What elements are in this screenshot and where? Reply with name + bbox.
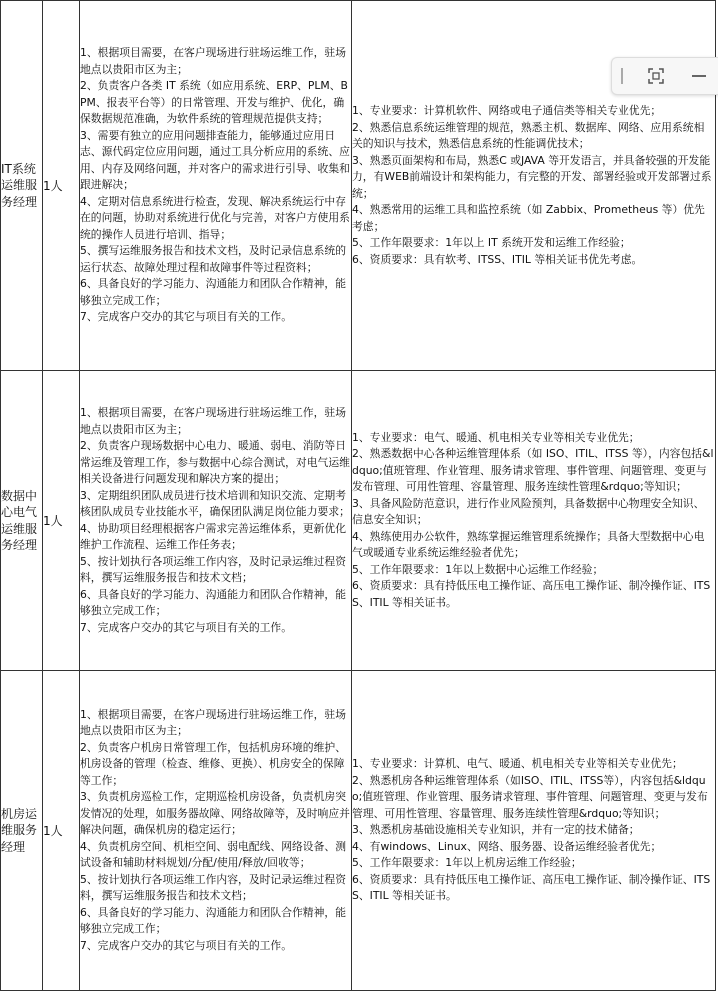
job-title: IT系统运维服务经理 — [1, 1, 43, 371]
requirement-line: 6、资质要求：具有持低压电工操作证、高压电工操作证、制冷操作证、ITSS、ITIL 等相关证书。 — [352, 579, 711, 609]
requirement-line: 4、有windows、Linux、网络、服务器、设备运维经验者优先； — [352, 839, 662, 853]
duty-line: 1、根据项目需要，在客户现场进行驻场运维工作，驻场地点以贵阳市区为主； — [80, 707, 346, 738]
headcount: 1人 — [43, 671, 80, 991]
requirement-line: 5、工作年限要求：1年以上 IT 系统开发和运维工作经验； — [352, 236, 631, 249]
requirement-line: 6、资质要求：具有持低压电工操作证、高压电工操作证、制冷操作证、ITSS、ITIL 等相关证书。 — [352, 872, 711, 903]
job-duties — [80, 371, 352, 671]
requirement-line: 2、熟悉数据中心各种运维管理体系（如 ISO、ITIL、ITSS 等），内容包括&ldquo;值班管理、作业管理、服务请求管理、事件管理、问题管理、变更与发布管理、可用性管理、容量管理、服务连续性管理&rdquo;等知识； — [352, 447, 714, 494]
requirement-line: 1、专业要求：计算机软件、网络或电子通信类等相关专业优先； — [352, 104, 662, 117]
fit-screen-icon[interactable] — [648, 68, 664, 84]
job-requirements — [352, 1, 716, 371]
requirement-line: 2、熟悉机房各种运维管理体系（如ISO、ITIL、ITSS等），内容包括&ldquo;值班管理、作业管理、服务请求管理、事件管理、问题管理、变更与发布管理、可用性管理、容量管理、服务连续性管理&rdquo;等知识； — [352, 773, 708, 820]
duty-line: 1、根据项目需要，在客户现场进行驻场运维工作，驻场地点以贵阳市区为主； — [80, 406, 346, 436]
requirement-line: 2、熟悉信息系统运维管理的规范，熟悉主机、数据库、网络、应用系统相关的知识与技术，熟悉信息系统的性能调优技术； — [352, 120, 705, 150]
job-duties — [80, 1, 352, 371]
requirement-line: 4、熟练使用办公软件，熟练掌握运维管理系统操作；具备大型数据中心电气或暖通专业系统运维经验者优先； — [352, 529, 705, 560]
requirement-line: 4、熟悉常用的运维工具和监控系统（如 Zabbix、Prometheus 等）优先考虑； — [352, 203, 705, 233]
duty-line: 3、负责机房巡检工作，定期巡检机房设备，负责机房突发情况的处理，如服务器故障、网络故障等，及时响应并解决问题，确保机房的稳定运行； — [80, 790, 350, 837]
duty-line: 2、负责客户各类 IT 系统（如应用系统、ERP、PLM、BPM、报表平台等）的日常管理、开发与维护、优化，确保数据规范准确，为软件系统的管理规范提供支持； — [80, 79, 348, 126]
duty-line: 4、协助项目经理根据客户需求完善运维体系，更新优化维护工作流程、运维工作任务表； — [80, 521, 346, 551]
drag-handle[interactable] — [621, 68, 623, 84]
job-title: 数据中心电气运维服务经理 — [1, 371, 43, 671]
requirement-line: 6、资质要求：具有软考、ITSS、ITIL 等相关证书优先考虑。 — [352, 252, 643, 266]
duty-line: 5、按计划执行各项运维工作内容，及时记录运维过程资料，撰写运维服务报告和技术文档； — [80, 872, 346, 903]
duty-line: 1、根据项目需要，在客户现场进行驻场运维工作，驻场地点以贵阳市区为主； — [80, 46, 346, 76]
duty-line: 4、负责机房空间、机柜空间、弱电配线、网络设备、测试设备和辅助材料规划/分配/使用/释放/回收等； — [80, 839, 346, 870]
duty-line: 7、完成客户交办的其它与项目有关的工作。 — [80, 310, 293, 324]
requirement-line: 3、熟悉页面架构和布局，熟悉C 或JAVA 等开发语言，并具备较强的开发能力，有WEB前端设计和架构能力，有完整的开发、部署经验或开发部署过系统； — [352, 153, 712, 200]
requirement-line: 3、具备风险防范意识，进行作业风险预判，具备数据中心物理安全知识、信息安全知识； — [352, 496, 705, 527]
requirement-line: 1、专业要求：计算机、电气、暖通、机电相关专业等相关专业优先； — [352, 757, 683, 771]
job-title: 机房运维服务经理 — [1, 671, 43, 991]
duty-line: 7、完成客户交办的其它与项目有关的工作。 — [80, 620, 293, 634]
duty-line: 4、定期对信息系统进行检查，发现、解决系统运行中存在的问题，协助对系统进行优化与完善，对客户方使用系统的操作人员进行培训、指导； — [80, 194, 350, 241]
requirement-line: 1、专业要求：电气、暖通、机电相关专业等相关专业优先； — [352, 430, 640, 444]
headcount: 1人 — [43, 1, 80, 371]
table-row — [1, 671, 716, 991]
duty-line: 5、按计划执行各项运维工作内容，及时记录运维过程资料，撰写运维服务报告和技术文档； — [80, 554, 346, 584]
duty-line: 6、具备良好的学习能力、沟通能力和团队合作精神，能够独立完成工作； — [80, 277, 346, 307]
duty-line: 2、负责客户现场数据中心电力、暖通、弱电、消防等日常运维及管理工作，参与数据中心综合测试，对电气运维相关设备进行问题发现和解决方案的提出； — [80, 439, 350, 485]
duty-line: 6、具备良好的学习能力、沟通能力和团队合作精神，能够独立完成工作； — [80, 905, 346, 936]
duty-line: 2、负责客户机房日常管理工作，包括机房环境的维护、机房设备的管理（检查、维修、更换）、机房安全的保障等工作； — [80, 740, 346, 787]
duty-line: 5、撰写运维服务报告和技术文档，及时记录信息系统的运行状态、故障处理过程和故障事件等过程资料； — [80, 244, 346, 274]
duty-line: 3、需要有独立的应用问题排查能力，能够通过应用日志、源代码定位应用问题，通过工具分析应用的系统、应用、内存及网络问题，并对客户的需求进行引导、收集和跟进解决； — [80, 128, 350, 192]
duty-line: 3、定期组织团队成员进行技术培训和知识交流、定期考核团队成员专业技能水平，确保团队满足岗位能力要求； — [80, 488, 350, 518]
headcount: 1人 — [43, 371, 80, 671]
floating-toolbar — [611, 57, 718, 95]
table-row — [1, 371, 716, 671]
duty-line: 7、完成客户交办的其它与项目有关的工作。 — [80, 938, 293, 952]
requirement-line: 5、工作年限要求：1年以上机房运维工作经验； — [352, 856, 582, 870]
minimize-icon[interactable] — [692, 75, 706, 77]
job-duties — [80, 671, 352, 991]
job-requirements — [352, 371, 716, 671]
requirement-line: 5、工作年限要求：1年以上数据中心运维工作经验； — [352, 562, 604, 576]
duty-line: 6、具备良好的学习能力、沟通能力和团队合作精神，能够独立完成工作； — [80, 587, 346, 617]
table-row — [1, 1, 716, 371]
requirement-line: 3、熟悉机房基础设施相关专业知识，并有一定的技术储备； — [352, 823, 640, 837]
job-requirements — [352, 671, 716, 991]
